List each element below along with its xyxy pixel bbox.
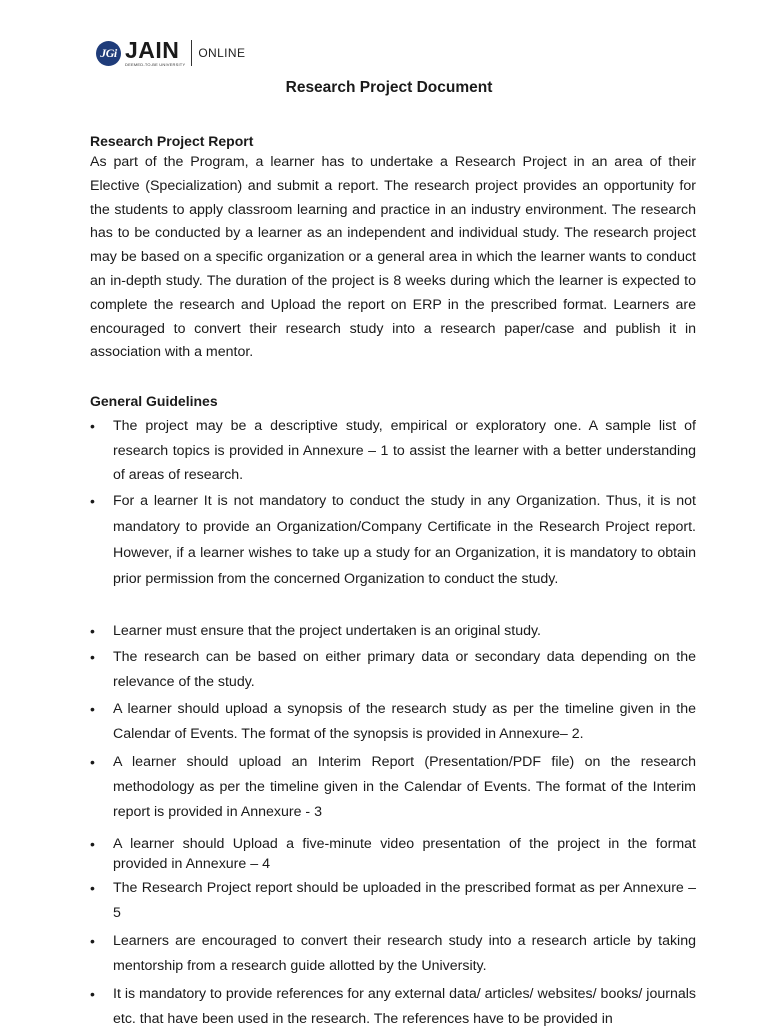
guideline-text: A learner should upload an Interim Report (Presentation/PDF file) on the research methodology as per the timeline given in the Calendar of Events. The format of the Interim report is provided in Annexure - 3 bbox=[113, 754, 696, 820]
guideline-text: The research can be based on either primary data or secondary data depending on the relevance of the study. bbox=[113, 649, 696, 690]
logo-online-label: ONLINE bbox=[198, 46, 246, 60]
bullet-dot: • bbox=[90, 701, 95, 717]
guideline-item bbox=[90, 750, 696, 825]
bullet-dot: • bbox=[90, 986, 95, 1002]
bullet-dot: • bbox=[90, 623, 95, 639]
guideline-item bbox=[90, 414, 696, 488]
guideline-item bbox=[90, 834, 696, 874]
guideline-text: A learner should Upload a five-minute video presentation of the project in the format provided in Annexure – 4 bbox=[113, 836, 696, 872]
jain-online-logo bbox=[96, 37, 245, 69]
guideline-item bbox=[90, 697, 696, 746]
bullet-dot: • bbox=[90, 836, 95, 852]
guidelines-heading: General Guidelines bbox=[90, 393, 218, 409]
guideline-text: It is mandatory to provide references for any external data/ articles/ websites/ books/ journals etc. that have been used in the research. The references have to be provided in bbox=[113, 986, 696, 1027]
guideline-text: Learner must ensure that the project undertaken is an original study. bbox=[113, 623, 541, 639]
bullet-dot: • bbox=[90, 754, 95, 770]
bullet-dot: • bbox=[90, 933, 95, 949]
report-heading: Research Project Report bbox=[90, 133, 254, 149]
guideline-item bbox=[90, 929, 696, 978]
guideline-item bbox=[90, 645, 696, 694]
guideline-text: The project may be a descriptive study, empirical or exploratory one. A sample list of research topics is provided in Annexure – 1 to assist the learner with a better understanding of areas of research. bbox=[113, 418, 696, 483]
logo-brand: JAIN bbox=[125, 37, 180, 63]
bullet-dot: • bbox=[90, 649, 95, 665]
guideline-text: A learner should upload a synopsis of the research study as per the timeline given in the Calendar of Events. The format of the synopsis is provided in Annexure– 2. bbox=[113, 701, 696, 742]
guideline-text: For a learner It is not mandatory to conduct the study in any Organization. Thus, it is not mandatory to provide an Organization/Company Certificate in the Research Project report. However, if a learner wishes to take up a study for an Organization, it is mandatory to obtain prior permission from the concerned Organization to conduct the study. bbox=[113, 493, 696, 587]
bullet-dot: • bbox=[90, 880, 95, 896]
logo-wordmark bbox=[125, 39, 185, 67]
page-title: Research Project Document bbox=[285, 79, 493, 96]
guideline-item bbox=[90, 619, 696, 644]
jgi-emblem-icon: JGi bbox=[96, 41, 121, 66]
guideline-item bbox=[90, 488, 696, 592]
guideline-item bbox=[90, 876, 696, 925]
report-paragraph: As part of the Program, a learner has to undertake a Research Project in an area of their Elective (Specialization) and submit a report. The research project provides an opportunity for the students to apply classroom learning and practice in an industry environment. The research has to be conducted by a learner as an independent and individual study. The research project may be based on a specific organization or a general area in which the learner wants to conduct an in-depth study. The duration of the project is 8 weeks during which the learner is expected to complete the research and Upload the report on ERP in the prescribed format. Learners are encouraged to convert their research study into a research paper/case and publish it in association with a mentor. bbox=[90, 154, 696, 361]
guideline-text: The Research Project report should be uploaded in the prescribed format as per Annexure – 5 bbox=[113, 880, 696, 921]
logo-divider bbox=[191, 40, 192, 66]
bullet-dot: • bbox=[90, 418, 95, 434]
bullet-dot: • bbox=[90, 493, 95, 509]
logo-tagline: DEEMED-TO-BE UNIVERSITY bbox=[125, 62, 186, 67]
guideline-text: Learners are encouraged to convert their research study into a research article by taking mentorship from a research guide allotted by the University. bbox=[113, 933, 696, 974]
